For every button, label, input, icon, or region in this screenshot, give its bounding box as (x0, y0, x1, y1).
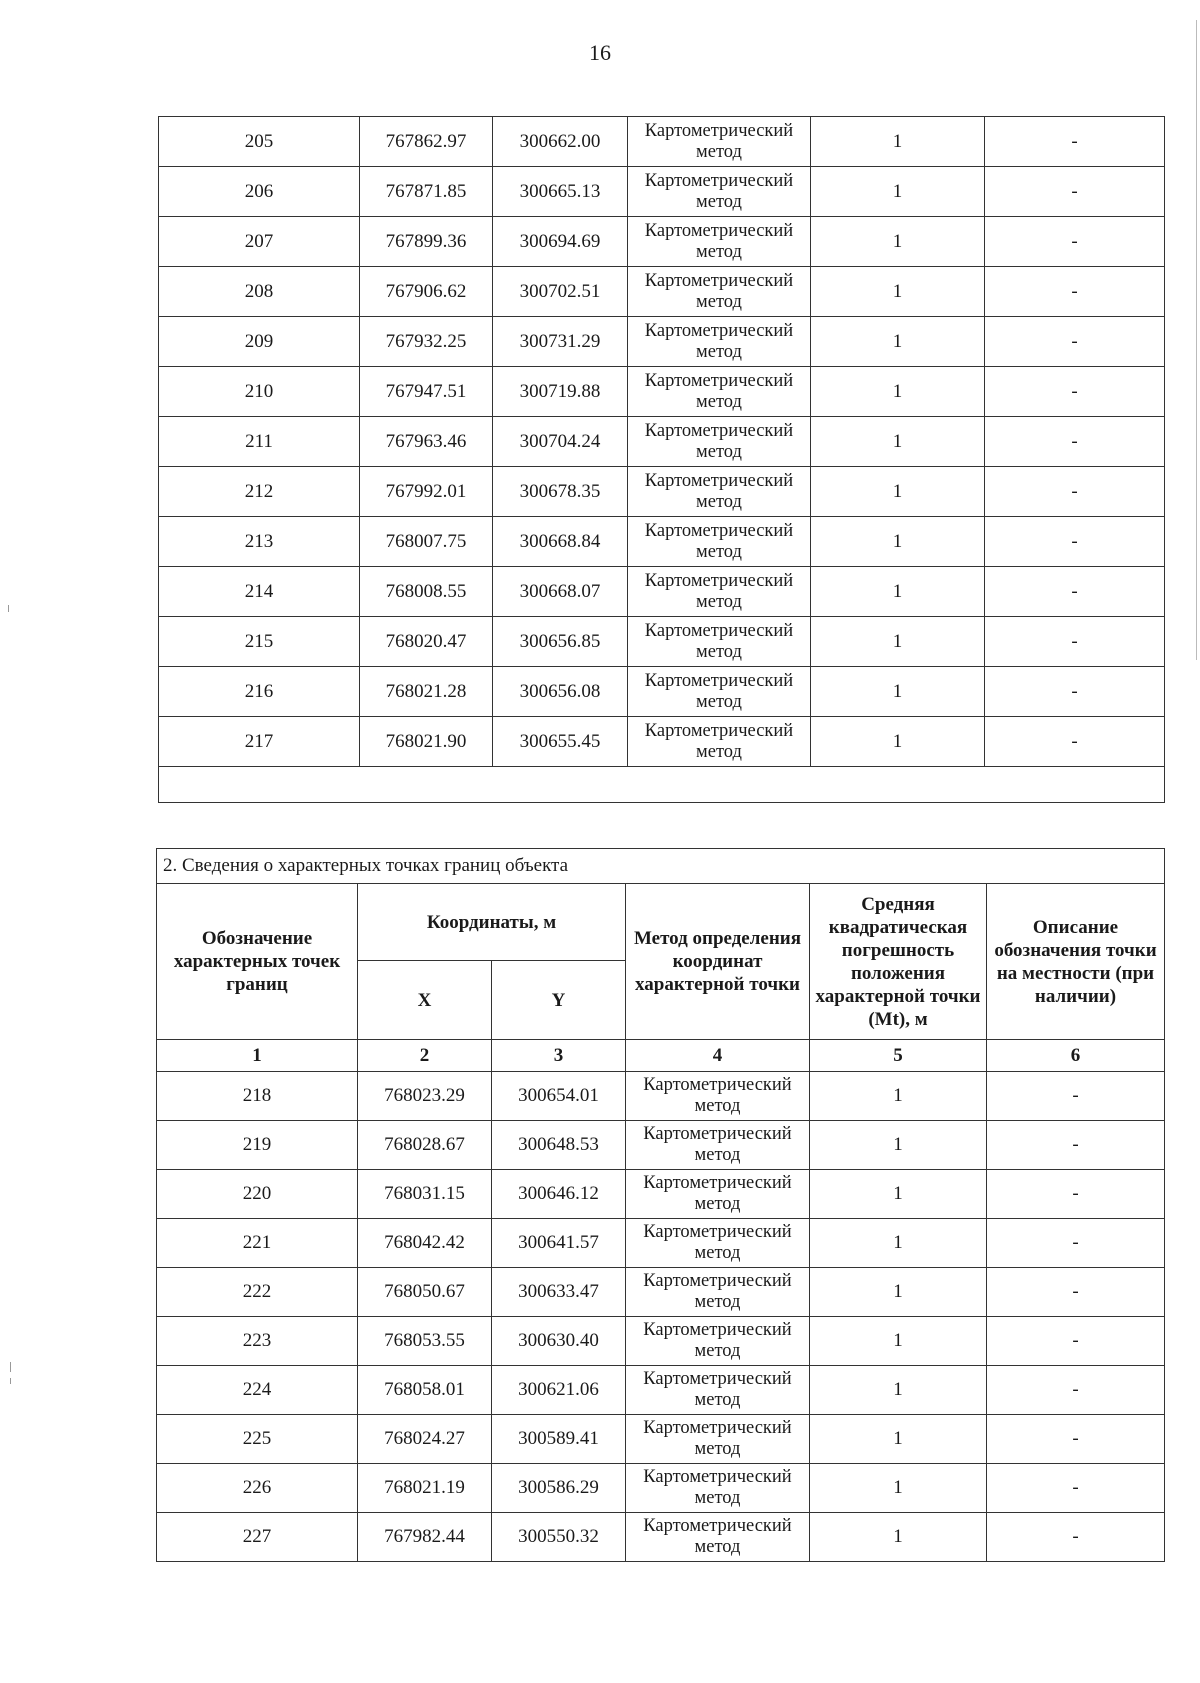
coord-x: 768023.29 (358, 1072, 492, 1121)
description-cell: - (985, 467, 1165, 517)
coord-y: 300654.01 (492, 1072, 626, 1121)
description-cell: - (987, 1464, 1165, 1513)
method-cell: Картометрический метод (628, 417, 811, 467)
description-cell: - (985, 367, 1165, 417)
coord-x: 768058.01 (358, 1366, 492, 1415)
accuracy-value: 1 (811, 417, 985, 467)
coord-y: 300731.29 (493, 317, 628, 367)
table-row (159, 317, 1165, 367)
method-cell: Картометрический метод (628, 167, 811, 217)
point-number: 220 (157, 1170, 358, 1219)
point-number: 218 (157, 1072, 358, 1121)
description-cell: - (985, 217, 1165, 267)
coord-x: 767947.51 (360, 367, 493, 417)
description-cell: - (985, 417, 1165, 467)
description-cell: - (987, 1415, 1165, 1464)
method-cell: Картометрический метод (628, 467, 811, 517)
accuracy-value: 1 (811, 667, 985, 717)
description-cell: - (987, 1170, 1165, 1219)
scan-mark (10, 1378, 11, 1384)
coord-x: 768031.15 (358, 1170, 492, 1219)
coord-x: 767932.25 (360, 317, 493, 367)
description-cell: - (985, 117, 1165, 167)
coord-y: 300694.69 (493, 217, 628, 267)
method-cell: Картометрический метод (628, 267, 811, 317)
column-number: 3 (492, 1040, 626, 1072)
coord-x: 768042.42 (358, 1219, 492, 1268)
table-row (159, 167, 1165, 217)
header-designation: Обозначение характерных точек границ (157, 884, 358, 1040)
table-row (159, 567, 1165, 617)
coord-y: 300633.47 (492, 1268, 626, 1317)
point-number: 221 (157, 1219, 358, 1268)
column-number: 2 (358, 1040, 492, 1072)
table-row (157, 1317, 1165, 1366)
point-number: 213 (159, 517, 360, 567)
coord-y: 300665.13 (493, 167, 628, 217)
method-cell: Картометрический метод (628, 517, 811, 567)
point-number: 208 (159, 267, 360, 317)
table-row (157, 1464, 1165, 1513)
coord-x: 767871.85 (360, 167, 493, 217)
table-row (159, 417, 1165, 467)
coord-y: 300719.88 (493, 367, 628, 417)
description-cell: - (985, 617, 1165, 667)
point-number: 209 (159, 317, 360, 367)
table-row (157, 1513, 1165, 1562)
description-cell: - (987, 1121, 1165, 1170)
coord-y: 300589.41 (492, 1415, 626, 1464)
accuracy-value: 1 (810, 1268, 987, 1317)
column-number: 6 (987, 1040, 1165, 1072)
coord-y: 300702.51 (493, 267, 628, 317)
scan-mark (8, 605, 9, 612)
accuracy-value: 1 (810, 1072, 987, 1121)
accuracy-value: 1 (811, 467, 985, 517)
coord-y: 300646.12 (492, 1170, 626, 1219)
table-row (159, 517, 1165, 567)
point-number: 223 (157, 1317, 358, 1366)
coord-y: 300655.45 (493, 717, 628, 767)
column-number: 1 (157, 1040, 358, 1072)
coord-y: 300648.53 (492, 1121, 626, 1170)
coord-y: 300662.00 (493, 117, 628, 167)
table-row (159, 467, 1165, 517)
coord-x: 768053.55 (358, 1317, 492, 1366)
coord-x: 767862.97 (360, 117, 493, 167)
point-number: 224 (157, 1366, 358, 1415)
coord-x: 768021.19 (358, 1464, 492, 1513)
top-table-body (159, 117, 1165, 803)
coord-y: 300656.85 (493, 617, 628, 667)
table-row (157, 1268, 1165, 1317)
method-cell: Картометрический метод (628, 367, 811, 417)
table-row (157, 1219, 1165, 1268)
table-row (159, 117, 1165, 167)
point-number: 222 (157, 1268, 358, 1317)
column-number: 5 (810, 1040, 987, 1072)
header-y: Y (492, 961, 626, 1040)
header-x: X (358, 961, 492, 1040)
scan-mark (10, 1362, 11, 1372)
method-cell: Картометрический метод (626, 1072, 810, 1121)
accuracy-value: 1 (810, 1366, 987, 1415)
accuracy-value: 1 (811, 267, 985, 317)
point-number: 226 (157, 1464, 358, 1513)
method-cell: Картометрический метод (626, 1219, 810, 1268)
point-number: 206 (159, 167, 360, 217)
point-number: 214 (159, 567, 360, 617)
coord-x: 768050.67 (358, 1268, 492, 1317)
accuracy-value: 1 (810, 1170, 987, 1219)
accuracy-value: 1 (811, 117, 985, 167)
method-cell: Картометрический метод (626, 1464, 810, 1513)
description-cell: - (987, 1317, 1165, 1366)
method-cell: Картометрический метод (626, 1513, 810, 1562)
table-row (159, 267, 1165, 317)
method-cell: Картометрический метод (626, 1415, 810, 1464)
point-number: 211 (159, 417, 360, 467)
coord-y: 300621.06 (492, 1366, 626, 1415)
description-cell: - (987, 1072, 1165, 1121)
bottom-table-body (157, 1072, 1165, 1562)
description-cell: - (985, 267, 1165, 317)
point-number: 216 (159, 667, 360, 717)
header-coordinates: Координаты, м (358, 884, 626, 961)
coord-x: 768021.28 (360, 667, 493, 717)
description-cell: - (985, 517, 1165, 567)
method-cell: Картометрический метод (626, 1366, 810, 1415)
coord-y: 300678.35 (493, 467, 628, 517)
method-cell: Картометрический метод (626, 1170, 810, 1219)
method-cell: Картометрический метод (626, 1317, 810, 1366)
table-row (157, 1415, 1165, 1464)
header-method: Метод определения координат характерной точки (626, 884, 810, 1040)
description-cell: - (987, 1268, 1165, 1317)
coord-x: 767963.46 (360, 417, 493, 467)
coord-x: 767906.62 (360, 267, 493, 317)
table-row (159, 217, 1165, 267)
coord-x: 768021.90 (360, 717, 493, 767)
point-number: 217 (159, 717, 360, 767)
accuracy-value: 1 (811, 517, 985, 567)
method-cell: Картометрический метод (628, 317, 811, 367)
scan-mark (1196, 20, 1197, 660)
coord-x: 767982.44 (358, 1513, 492, 1562)
accuracy-value: 1 (810, 1513, 987, 1562)
table-row (157, 1121, 1165, 1170)
coord-y: 300630.40 (492, 1317, 626, 1366)
method-cell: Картометрический метод (626, 1121, 810, 1170)
header-description: Описание обозначения точки на местности (при наличии) (987, 884, 1165, 1040)
coord-x: 767899.36 (360, 217, 493, 267)
description-cell: - (985, 317, 1165, 367)
point-number: 205 (159, 117, 360, 167)
empty-row (159, 767, 1165, 803)
method-cell: Картометрический метод (628, 217, 811, 267)
point-number: 210 (159, 367, 360, 417)
accuracy-value: 1 (811, 317, 985, 367)
method-cell: Картометрический метод (628, 667, 811, 717)
coord-x: 767992.01 (360, 467, 493, 517)
accuracy-value: 1 (811, 717, 985, 767)
table-row (159, 367, 1165, 417)
table-row (157, 1170, 1165, 1219)
coordinates-table-continued (158, 116, 1165, 803)
empty-cell (159, 767, 1165, 803)
description-cell: - (985, 567, 1165, 617)
accuracy-value: 1 (810, 1317, 987, 1366)
method-cell: Картометрический метод (628, 717, 811, 767)
table-row (159, 617, 1165, 667)
method-cell: Картометрический метод (628, 567, 811, 617)
table-row (157, 1072, 1165, 1121)
header-accuracy: Средняя квадратическая погрешность положения характерной точки (Mt), м (810, 884, 987, 1040)
table-row (159, 667, 1165, 717)
method-cell: Картометрический метод (628, 117, 811, 167)
accuracy-value: 1 (810, 1464, 987, 1513)
boundary-points-table (156, 848, 1165, 1562)
coord-x: 768008.55 (360, 567, 493, 617)
coord-y: 300550.32 (492, 1513, 626, 1562)
point-number: 227 (157, 1513, 358, 1562)
coord-x: 768020.47 (360, 617, 493, 667)
section-title: 2. Сведения о характерных точках границ объекта (157, 849, 1165, 884)
description-cell: - (987, 1366, 1165, 1415)
description-cell: - (985, 717, 1165, 767)
accuracy-value: 1 (810, 1121, 987, 1170)
accuracy-value: 1 (811, 167, 985, 217)
method-cell: Картометрический метод (626, 1268, 810, 1317)
accuracy-value: 1 (811, 217, 985, 267)
coord-y: 300668.84 (493, 517, 628, 567)
coord-y: 300586.29 (492, 1464, 626, 1513)
point-number: 225 (157, 1415, 358, 1464)
accuracy-value: 1 (810, 1415, 987, 1464)
accuracy-value: 1 (810, 1219, 987, 1268)
accuracy-value: 1 (811, 567, 985, 617)
description-cell: - (985, 667, 1165, 717)
table-row (157, 1366, 1165, 1415)
description-cell: - (985, 167, 1165, 217)
point-number: 212 (159, 467, 360, 517)
point-number: 207 (159, 217, 360, 267)
coord-y: 300641.57 (492, 1219, 626, 1268)
accuracy-value: 1 (811, 617, 985, 667)
point-number: 215 (159, 617, 360, 667)
column-number: 4 (626, 1040, 810, 1072)
coord-y: 300656.08 (493, 667, 628, 717)
description-cell: - (987, 1219, 1165, 1268)
coord-x: 768028.67 (358, 1121, 492, 1170)
accuracy-value: 1 (811, 367, 985, 417)
coord-y: 300704.24 (493, 417, 628, 467)
coord-x: 768024.27 (358, 1415, 492, 1464)
description-cell: - (987, 1513, 1165, 1562)
page-number: 16 (589, 40, 611, 65)
method-cell: Картометрический метод (628, 617, 811, 667)
point-number: 219 (157, 1121, 358, 1170)
coord-y: 300668.07 (493, 567, 628, 617)
coord-x: 768007.75 (360, 517, 493, 567)
table-row (159, 717, 1165, 767)
